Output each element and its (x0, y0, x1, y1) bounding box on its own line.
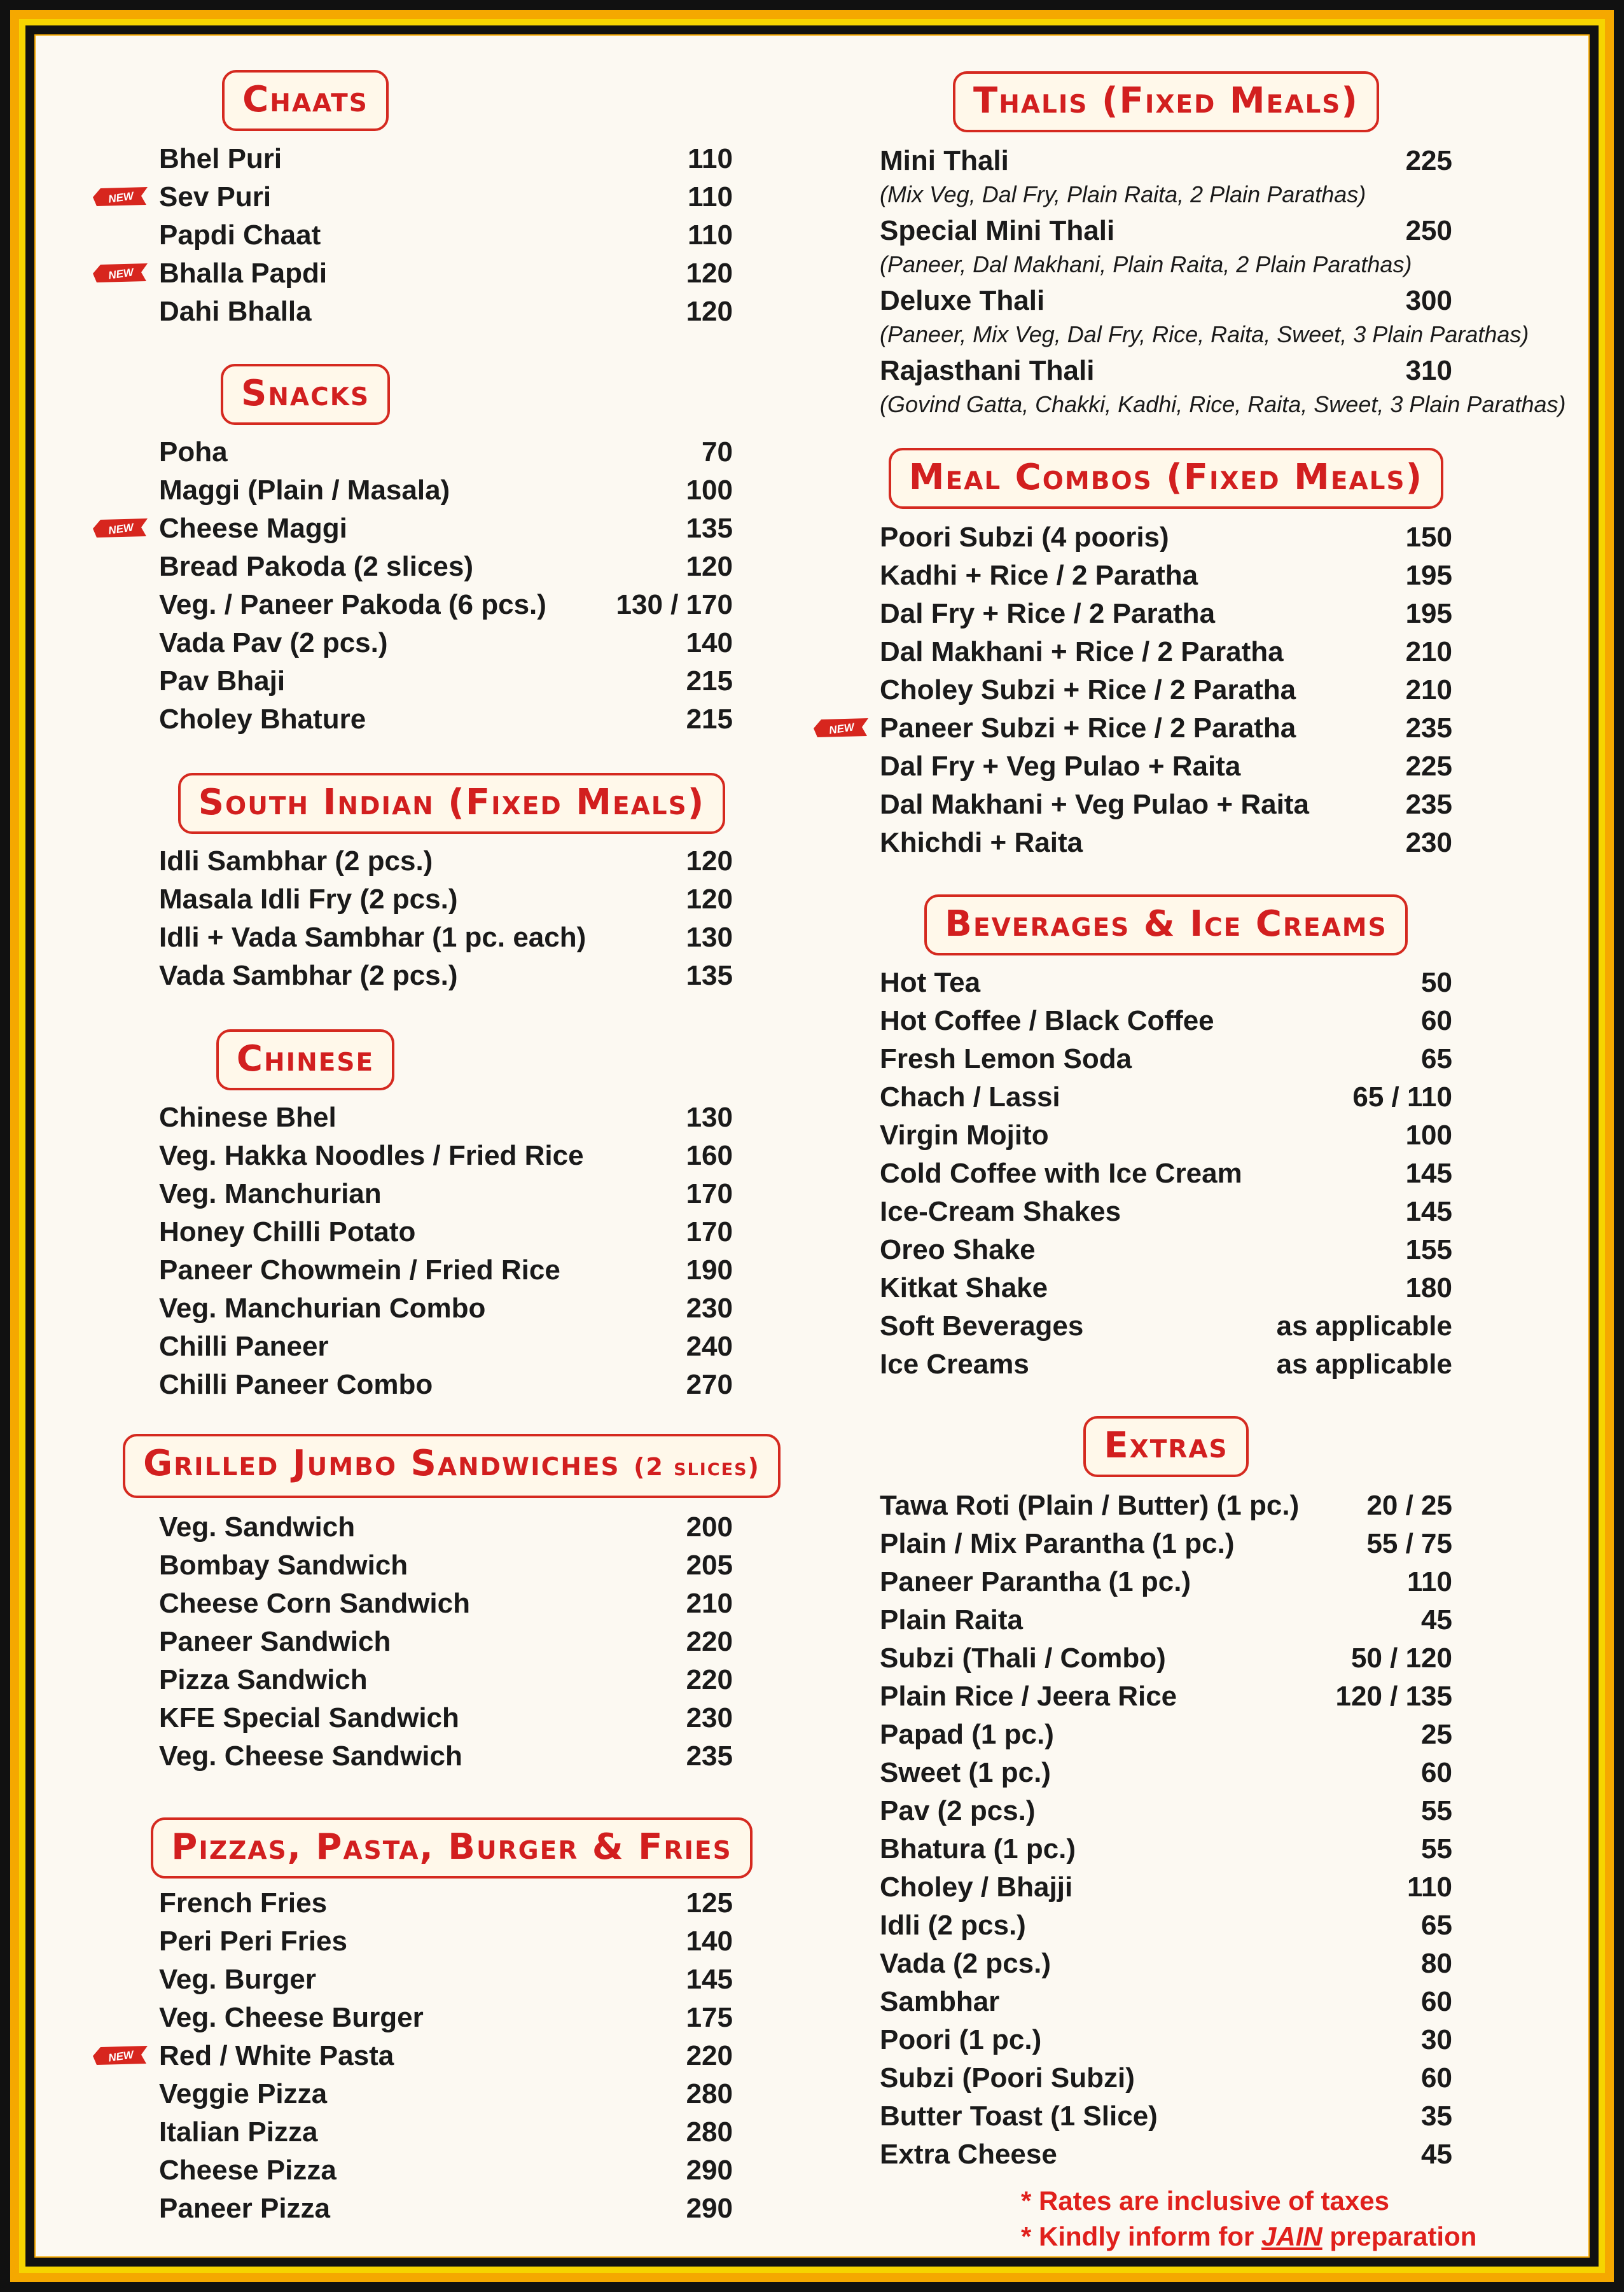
item-name: Vada Sambhar (2 pcs.) (159, 960, 458, 991)
item-name: Paneer Subzi + Rice / 2 Paratha (880, 712, 1296, 744)
menu-item (159, 1175, 733, 1213)
item-name: Veggie Pizza (159, 2078, 328, 2109)
item-name: Pizza Sandwich (159, 1664, 368, 1695)
item-name: Masala Idli Fry (2 pcs.) (159, 884, 458, 915)
item-name: Cheese Maggi (159, 513, 347, 544)
item-name: Dal Fry + Veg Pulao + Raita (880, 751, 1241, 782)
item-price: as applicable (1276, 1349, 1452, 1380)
menu-item (880, 1525, 1452, 1563)
item-price: 280 (686, 2078, 733, 2109)
item-name: Dahi Bhalla (159, 296, 312, 327)
item-list (159, 1099, 733, 1404)
section-title-thalis: Thalis (Fixed Meals) (953, 71, 1379, 132)
menu-item (159, 1623, 733, 1661)
menu-item (880, 1677, 1452, 1716)
item-name: Veg. Hakka Noodles / Fried Rice (159, 1140, 584, 1171)
menu-item (159, 880, 733, 919)
item-name: Sweet (1 pc.) (880, 1757, 1051, 1788)
item-price: 210 (1405, 674, 1452, 705)
section-title-south-indian: South Indian (Fixed Meals) (178, 773, 726, 834)
menu-item (159, 2113, 733, 2151)
item-name: Pav (2 pcs.) (880, 1795, 1036, 1826)
item-price: 60 (1421, 2062, 1452, 2094)
item-name: Tawa Roti (Plain / Butter) (1 pc.) (880, 1490, 1300, 1521)
item-description: (Mix Veg, Dal Fry, Plain Raita, 2 Plain Parathas) (880, 181, 1366, 207)
menu-item (159, 700, 733, 739)
menu-item (159, 2190, 733, 2228)
item-name: Dal Makhani + Rice / 2 Paratha (880, 636, 1284, 667)
item-price: 170 (686, 1178, 733, 1209)
item-price: 35 (1421, 2101, 1452, 2132)
menu-item (880, 2059, 1452, 2097)
menu-item (880, 1487, 1452, 1525)
item-price: 230 (686, 1702, 733, 1733)
item-description: (Paneer, Dal Makhani, Plain Raita, 2 Plain Parathas) (880, 251, 1412, 277)
menu-item (159, 548, 733, 586)
item-price: 210 (686, 1588, 733, 1619)
item-name: Italian Pizza (159, 2116, 318, 2148)
item-price: 120 (686, 845, 733, 877)
item-price: 100 (686, 475, 733, 506)
menu-item (880, 671, 1452, 709)
item-name: KFE Special Sandwich (159, 1702, 459, 1733)
menu-item (880, 1269, 1452, 1307)
item-price: 290 (686, 2193, 733, 2224)
item-price: 120 (686, 884, 733, 915)
menu-item (108, 178, 733, 216)
menu-item (880, 1830, 1452, 1868)
item-name: Veg. Manchurian (159, 1178, 382, 1209)
menu-item (880, 1116, 1452, 1155)
item-name: Veg. Burger (159, 1964, 316, 1995)
item-name: Red / White Pasta (159, 2040, 394, 2071)
menu-item (159, 957, 733, 995)
item-name: Vada (2 pcs.) (880, 1948, 1051, 1979)
item-price: 110 (688, 181, 733, 212)
item-price: 230 (686, 1293, 733, 1324)
section-title-pizzas: Pizzas, Pasta, Burger & Fries (151, 1817, 752, 1879)
menu-item (880, 1983, 1452, 2021)
item-name: Paneer Sandwich (159, 1626, 391, 1657)
item-price: 145 (1405, 1196, 1452, 1227)
item-price: 120 (686, 296, 733, 327)
svg-text:NEW: NEW (108, 521, 135, 537)
menu-item (159, 1699, 733, 1737)
item-price: 155 (1405, 1234, 1452, 1265)
menu-item (159, 1922, 733, 1961)
item-name: Choley / Bhajji (880, 1872, 1073, 1903)
menu-item (880, 557, 1452, 595)
menu-item (880, 2021, 1452, 2059)
svg-text:NEW: NEW (108, 190, 135, 205)
item-price: 235 (1405, 712, 1452, 744)
item-name: Bread Pakoda (2 slices) (159, 551, 474, 582)
item-price: 110 (1407, 1872, 1452, 1903)
item-list (108, 433, 733, 739)
menu-item (880, 824, 1452, 862)
menu-item (880, 1345, 1452, 1384)
item-name: Veg. Sandwich (159, 1511, 356, 1543)
item-price: 120 (686, 258, 733, 289)
item-name: Khichdi + Raita (880, 827, 1083, 858)
item-price: 195 (1405, 560, 1452, 591)
menu-item (880, 786, 1452, 824)
item-name: Mini Thali (880, 145, 1009, 176)
menu-item (828, 709, 1452, 747)
item-price: 195 (1405, 598, 1452, 629)
item-name: Chilli Paneer (159, 1331, 329, 1362)
menu-item (880, 518, 1452, 557)
item-price: 120 (686, 551, 733, 582)
item-name: Idli + Vada Sambhar (1 pc. each) (159, 922, 586, 953)
item-price: 25 (1421, 1719, 1452, 1750)
item-description: (Govind Gatta, Chakki, Kadhi, Rice, Raita, Sweet, 3 Plain Parathas) (880, 391, 1566, 417)
item-name: Deluxe Thali (880, 285, 1045, 316)
note-taxes: * Rates are inclusive of taxes (1021, 2186, 1389, 2216)
item-price: 270 (686, 1369, 733, 1400)
item-price: 130 (686, 922, 733, 953)
item-name: Peri Peri Fries (159, 1926, 347, 1957)
item-price: 135 (686, 960, 733, 991)
item-name: Subzi (Thali / Combo) (880, 1643, 1166, 1674)
svg-text:NEW: NEW (828, 721, 856, 737)
item-price: 130 / 170 (616, 589, 733, 620)
item-list (108, 1884, 733, 2228)
item-name: Choley Bhature (159, 704, 366, 735)
new-badge-icon (90, 517, 149, 539)
item-name: Butter Toast (1 Slice) (880, 2101, 1158, 2132)
item-name: Paneer Parantha (1 pc.) (880, 1566, 1191, 1597)
menu-item (159, 140, 733, 178)
item-price: 235 (1405, 789, 1452, 820)
item-name: Veg. Manchurian Combo (159, 1293, 486, 1324)
item-price: 110 (1407, 1566, 1452, 1597)
item-name: Veg. / Paneer Pakoda (6 pcs.) (159, 589, 546, 620)
item-price: 70 (702, 436, 733, 468)
item-name: Vada Pav (2 pcs.) (159, 627, 388, 658)
item-name: Rajasthani Thali (880, 355, 1095, 386)
item-name: Soft Beverages (880, 1310, 1084, 1342)
item-price: 100 (1405, 1120, 1452, 1151)
item-price: 135 (686, 513, 733, 544)
menu-item (159, 1289, 733, 1328)
item-name: French Fries (159, 1887, 328, 1919)
menu-item (108, 254, 733, 293)
menu-item (880, 1193, 1452, 1231)
menu-item (880, 352, 1452, 390)
item-list (880, 1487, 1452, 2174)
item-name: Idli (2 pcs.) (880, 1910, 1026, 1941)
menu-item (159, 1884, 733, 1922)
item-price: 65 (1421, 1910, 1452, 1941)
item-name: Choley Subzi + Rice / 2 Paratha (880, 674, 1296, 705)
menu-item (880, 1002, 1452, 1040)
item-price: 60 (1421, 1757, 1452, 1788)
item-price: 80 (1421, 1948, 1452, 1979)
item-name: Paneer Pizza (159, 2193, 331, 2224)
menu-item (159, 293, 733, 331)
item-price: 180 (1405, 1272, 1452, 1303)
item-price: 55 (1421, 1833, 1452, 1865)
item-name: Poha (159, 436, 228, 468)
menu-item (880, 1754, 1452, 1792)
menu-item (880, 1639, 1452, 1677)
item-price: 215 (686, 665, 733, 697)
item-price: 30 (1421, 2024, 1452, 2055)
item-price: 175 (686, 2002, 733, 2033)
item-name: Cheese Corn Sandwich (159, 1588, 471, 1619)
item-name: Veg. Cheese Sandwich (159, 1740, 462, 1772)
item-price: 215 (686, 704, 733, 735)
item-name: Dal Fry + Rice / 2 Paratha (880, 598, 1216, 629)
item-price: 310 (1405, 355, 1452, 386)
svg-text:NEW: NEW (108, 266, 135, 282)
item-price: 125 (686, 1887, 733, 1919)
menu-item (159, 842, 733, 880)
menu-item (880, 1792, 1452, 1830)
menu-item (108, 2037, 733, 2075)
item-name: Oreo Shake (880, 1234, 1036, 1265)
menu-item (108, 510, 733, 548)
item-name: Plain / Mix Parantha (1 pc.) (880, 1528, 1235, 1559)
menu-item (880, 1231, 1452, 1269)
menu-item (880, 1307, 1452, 1345)
item-price: 145 (1405, 1158, 1452, 1189)
menu-item (880, 1945, 1452, 1983)
item-name: Ice-Cream Shakes (880, 1196, 1121, 1227)
item-name: Dal Makhani + Veg Pulao + Raita (880, 789, 1309, 820)
item-list (159, 1508, 733, 1775)
menu-item (159, 1137, 733, 1175)
menu-item (159, 1099, 733, 1137)
section-title-chaats: Chaats (222, 70, 389, 131)
menu-item (880, 1868, 1452, 1907)
item-price: 230 (1405, 827, 1452, 858)
section-title-chinese: Chinese (216, 1029, 394, 1090)
item-name: Sambhar (880, 1986, 1000, 2017)
item-list (159, 842, 733, 995)
menu-item (880, 747, 1452, 786)
item-price: 140 (686, 1926, 733, 1957)
menu-item (880, 595, 1452, 633)
item-price: 205 (686, 1550, 733, 1581)
menu-item (880, 1716, 1452, 1754)
item-price: 290 (686, 2155, 733, 2186)
item-price: 160 (686, 1140, 733, 1171)
menu-item (159, 1961, 733, 1999)
item-name: Papdi Chaat (159, 219, 321, 251)
menu-item (159, 662, 733, 700)
item-price: as applicable (1276, 1310, 1452, 1342)
section-title-meal-combos: Meal Combos (Fixed Meals) (889, 448, 1443, 509)
item-price: 130 (686, 1102, 733, 1133)
menu-notes (1021, 2183, 1568, 2254)
menu-item (880, 282, 1452, 320)
menu-item (880, 964, 1452, 1002)
note-jain: * Kindly inform for JAIN preparation (1021, 2221, 1477, 2251)
section-title-snacks: Snacks (221, 364, 390, 425)
item-name: Sev Puri (159, 181, 272, 212)
item-name: Extra Cheese (880, 2139, 1057, 2170)
item-price: 225 (1405, 145, 1452, 176)
new-badge-icon (90, 2045, 149, 2066)
item-name: Paneer Chowmein / Fried Rice (159, 1254, 560, 1286)
item-name: Veg. Cheese Burger (159, 2002, 424, 2033)
item-price: 65 (1421, 1043, 1452, 1074)
menu-item (159, 1661, 733, 1699)
item-name: Plain Raita (880, 1604, 1023, 1636)
menu-item (159, 471, 733, 510)
item-name: Papad (1 pc.) (880, 1719, 1054, 1750)
item-price: 145 (686, 1964, 733, 1995)
item-price: 55 / 75 (1366, 1528, 1452, 1559)
item-name: Fresh Lemon Soda (880, 1043, 1132, 1074)
item-price: 60 (1421, 1005, 1452, 1036)
item-price: 110 (688, 219, 733, 251)
item-name: Poori Subzi (4 pooris) (880, 522, 1169, 553)
item-name: Special Mini Thali (880, 215, 1115, 246)
item-price: 235 (686, 1740, 733, 1772)
item-price: 140 (686, 627, 733, 658)
item-name: Idli Sambhar (2 pcs.) (159, 845, 433, 877)
menu-item (880, 1155, 1452, 1193)
item-price: 55 (1421, 1795, 1452, 1826)
menu-item (159, 1213, 733, 1251)
item-price: 45 (1421, 2139, 1452, 2170)
item-price: 110 (688, 143, 733, 174)
menu-item (159, 1366, 733, 1404)
item-name: Honey Chilli Potato (159, 1216, 416, 1247)
menu-item (159, 1546, 733, 1585)
section-title-beverages: Beverages & Ice Creams (924, 894, 1407, 955)
menu-item (880, 212, 1452, 250)
item-name: Pav Bhaji (159, 665, 286, 697)
item-price: 150 (1405, 522, 1452, 553)
menu-item (159, 433, 733, 471)
item-price: 50 (1421, 967, 1452, 998)
menu-item (159, 1737, 733, 1775)
menu-item (159, 2151, 733, 2190)
item-list (108, 140, 733, 331)
menu-item (159, 919, 733, 957)
item-name: Maggi (Plain / Masala) (159, 475, 450, 506)
item-name: Chach / Lassi (880, 1081, 1060, 1113)
menu-item (159, 1328, 733, 1366)
item-price: 50 / 120 (1350, 1643, 1452, 1674)
item-price: 190 (686, 1254, 733, 1286)
item-name: Kadhi + Rice / 2 Paratha (880, 560, 1198, 591)
menu-item (880, 2097, 1452, 2136)
item-price: 220 (686, 2040, 733, 2071)
item-price: 220 (686, 1664, 733, 1695)
item-name: Ice Creams (880, 1349, 1029, 1380)
item-price: 170 (686, 1216, 733, 1247)
section-title-sandwiches: Grilled Jumbo Sandwiches (2 slices) (123, 1434, 781, 1498)
menu-item (159, 624, 733, 662)
item-price: 60 (1421, 1986, 1452, 2017)
new-badge-icon (90, 262, 149, 284)
item-name: Poori (1 pc.) (880, 2024, 1042, 2055)
item-name: Bombay Sandwich (159, 1550, 408, 1581)
menu-item (880, 633, 1452, 671)
item-name: Plain Rice / Jeera Rice (880, 1681, 1177, 1712)
item-price: 45 (1421, 1604, 1452, 1636)
item-name: Bhel Puri (159, 143, 282, 174)
item-name: Kitkat Shake (880, 1272, 1048, 1303)
item-price: 120 / 135 (1335, 1681, 1452, 1712)
svg-text:NEW: NEW (108, 2048, 135, 2064)
item-price: 280 (686, 2116, 733, 2148)
item-price: 225 (1405, 751, 1452, 782)
item-name: Hot Tea (880, 967, 981, 998)
item-name: Bhalla Papdi (159, 258, 328, 289)
menu-item (880, 2136, 1452, 2174)
menu-item (880, 1907, 1452, 1945)
menu-item (880, 142, 1452, 180)
item-name: Virgin Mojito (880, 1120, 1049, 1151)
menu-item (880, 1078, 1452, 1116)
item-list (880, 142, 1566, 422)
item-price: 200 (686, 1511, 733, 1543)
item-price: 220 (686, 1626, 733, 1657)
item-price: 20 / 25 (1366, 1490, 1452, 1521)
new-badge-icon (90, 186, 149, 207)
menu-item (159, 1251, 733, 1289)
item-name: Hot Coffee / Black Coffee (880, 1005, 1214, 1036)
item-name: Chilli Paneer Combo (159, 1369, 433, 1400)
item-price: 250 (1405, 215, 1452, 246)
item-name: Cold Coffee with Ice Cream (880, 1158, 1242, 1189)
menu-item (159, 1999, 733, 2037)
item-price: 300 (1405, 285, 1452, 316)
item-price: 210 (1405, 636, 1452, 667)
menu-item (159, 216, 733, 254)
menu-item (880, 1040, 1452, 1078)
menu-item (159, 586, 733, 624)
menu-item (880, 1601, 1452, 1639)
item-name: Cheese Pizza (159, 2155, 337, 2186)
item-price: 65 / 110 (1352, 1081, 1452, 1113)
item-list (828, 518, 1452, 862)
item-description: (Paneer, Mix Veg, Dal Fry, Rice, Raita, Sweet, 3 Plain Parathas) (880, 321, 1529, 347)
item-list (880, 964, 1452, 1384)
menu-item (159, 1508, 733, 1546)
menu-item (159, 1585, 733, 1623)
menu-item (159, 2075, 733, 2113)
item-name: Chinese Bhel (159, 1102, 337, 1133)
item-name: Subzi (Poori Subzi) (880, 2062, 1135, 2094)
item-name: Bhatura (1 pc.) (880, 1833, 1076, 1865)
new-badge-icon (811, 717, 870, 739)
item-price: 240 (686, 1331, 733, 1362)
section-title-extras: Extras (1083, 1416, 1248, 1477)
menu-item (880, 1563, 1452, 1601)
